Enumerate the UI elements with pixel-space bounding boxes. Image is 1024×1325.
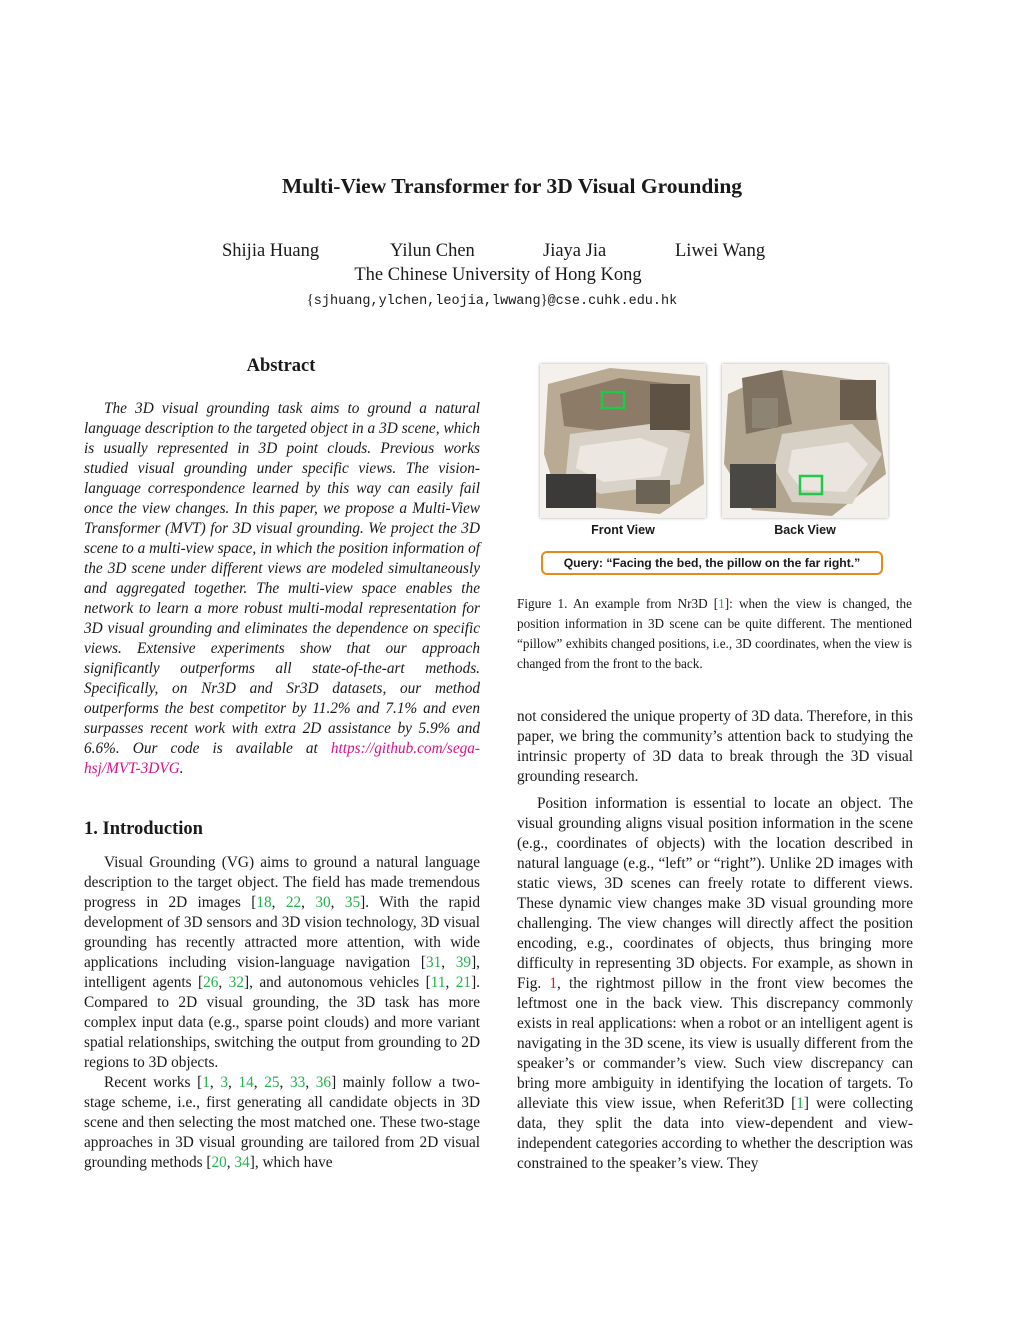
text: Recent works [ [104, 1074, 203, 1091]
text: , [279, 1074, 291, 1091]
figure-1-caption [517, 594, 912, 674]
figure-reference-link[interactable]: 1 [549, 975, 558, 992]
text: , [253, 1074, 265, 1091]
citation-link[interactable]: 22 [285, 894, 302, 911]
text: ]. Compared to 2D visual grounding, the 3D task has more complex input data (e.g., sparse point clouds) and more variant spatial relationships, switching the output from grounding to 2D regions to 3D objects. [84, 974, 480, 1071]
author-list [222, 241, 782, 263]
affiliation: The Chinese University of Hong Kong [354, 265, 642, 285]
author-name: Shijia Huang [222, 241, 320, 261]
author-name: Yilun Chen [390, 241, 475, 261]
citation-link[interactable]: 26 [203, 974, 219, 991]
paragraph-text: ] were collecting data, they split the data into view-dependent and view-independent categories according to whether the description was constrained to the speaker’s view. They [517, 1095, 913, 1172]
citation-link[interactable]: 11 [430, 974, 446, 991]
paragraph-text: Position information is essential to locate an object. The visual grounding aligns visual position information in the scene (e.g., coordinates of objects) with the location described in natural language (e.g., “left” or “right”). Unlike 2D images with static views, 3D scenes can freely rotate to different views. These dynamic view changes make 3D visual grounding more challenging. The view changes will directly affect the position encoding, e.g., coordinates of objects, thus bringing more difficulty in representing 3D objects. For example, as shown in Fig. [517, 795, 913, 992]
text: ] mainly follow a two-stage scheme, i.e., first generating all candidate objects in 3D scene and then selecting the most matched one. These two-stage approaches in 3D visual grounding are tailored from 2D visual grounding methods [ [84, 1074, 480, 1171]
citation-link[interactable]: 31 [425, 954, 442, 971]
abstract-body [84, 399, 480, 779]
query-box: Query: “Facing the bed, the pillow on the far right.” [541, 551, 883, 575]
citation-link[interactable]: 32 [228, 974, 244, 991]
citation-link[interactable]: 20 [211, 1154, 227, 1171]
email-brace: { [306, 292, 314, 308]
author-name: Liwei Wang [675, 241, 766, 261]
citation-link[interactable]: 34 [234, 1154, 250, 1171]
back-view-image [722, 364, 888, 518]
intro-paragraph-2 [84, 1073, 480, 1173]
abstract-heading: Abstract [246, 356, 316, 376]
author-emails [0, 292, 984, 309]
intro-paragraph-1 [84, 853, 480, 1073]
text: Visual Grounding (VG) aims to ground a natural language description to the target object. The field has made tremendous progress in 2D images [ [84, 854, 480, 911]
text: , [271, 894, 286, 911]
email-users: sjhuang,ylchen,leojia,lwwang [313, 294, 541, 309]
citation-link[interactable]: 1 [796, 1095, 804, 1112]
citation-link[interactable]: 33 [290, 1074, 306, 1091]
citation-link[interactable]: 25 [264, 1074, 280, 1091]
abstract-end: . [179, 760, 184, 777]
text: , [209, 1074, 221, 1091]
caption-text: Figure 1. An example from Nr3D [ [517, 596, 719, 611]
text: , [301, 894, 316, 911]
author-name: Jiaya Jia [543, 241, 607, 261]
text: ], which have [249, 1154, 333, 1171]
text: , [218, 974, 229, 991]
citation-link[interactable]: 30 [315, 894, 331, 911]
citation-link[interactable]: 18 [256, 894, 272, 911]
code-link[interactable]: https://github.com/sega-hsj/MVT-3DVG [84, 740, 481, 777]
right-column-paragraph-1 [517, 707, 913, 787]
right-column-paragraph-2 [517, 794, 913, 1174]
text: ], and autonomous vehicles [ [243, 974, 431, 991]
paragraph-text: not considered the unique property of 3D data. Therefore, in this paper, we bring the community’s attention back to studying the intrinsic property of 3D data to break through the 3D visual grounding research. [517, 708, 913, 785]
email-domain: @cse.cuhk.edu.hk [547, 294, 678, 309]
text: , [330, 894, 345, 911]
citation-link[interactable]: 35 [344, 894, 361, 911]
text: , [226, 1154, 235, 1171]
citation-link[interactable]: 1 [718, 596, 725, 611]
citation-link[interactable]: 1 [202, 1074, 210, 1091]
caption-text: ]: when the view is changed, the position information in 3D scene can be quite different. The mentioned “pillow” exhibits changed positions, i.e., 3D coordinates, when the view is changed from the front to the back. [517, 596, 912, 671]
text: , [441, 954, 456, 971]
text: , [228, 1074, 239, 1091]
text: , [305, 1074, 316, 1091]
front-view-label: Front View [591, 523, 655, 537]
introduction-body [84, 853, 480, 1173]
section-heading-introduction: 1. Introduction [84, 819, 203, 839]
citation-link[interactable]: 3 [220, 1074, 229, 1091]
paragraph-text: , the rightmost pillow in the front view becomes the leftmost one in the back view. This discrepancy commonly exists in real applications: when a robot or an intelligent agent is navigating in the 3D scene, its view is usually different from the speaker’s or commander’s view. Such view discrepancy can bring more ambiguity in identifying the location of targets. To alleviate this view issue, when Referit3D [ [517, 975, 913, 1112]
citation-link[interactable]: 21 [455, 974, 472, 991]
email-brace: } [540, 292, 548, 308]
text: ]. With the rapid development of 3D sensors and 3D vision technology, 3D visual grounding has recently attracted more attention, with wide applications including vision-language navigation [ [84, 894, 480, 971]
scene-render [540, 364, 706, 518]
scene-render [722, 364, 888, 518]
citation-link[interactable]: 14 [238, 1074, 254, 1091]
abstract-text: The 3D visual grounding task aims to ground a natural language description to the targeted object in a 3D scene, which is usually represented in 3D point clouds. Previous works studied visual grounding under specific views. The vision-language correspondence learned by this way can easily fail once the view changes. In this paper, we propose a Multi-View Transformer (MVT) for 3D visual grounding. We project the 3D scene to a multi-view space, in which the position information of the 3D scene under different views are modeled simultaneously and aggregated together. The multi-view space enables the network to learn a more robust multi-modal representation for 3D visual grounding and eliminates the dependence on specific views. Extensive experiments show that our approach significantly outperforms all state-of-the-art methods. Specifically, on Nr3D and Sr3D datasets, our method outperforms the best competitor by 11.2% and 7.1% and even surpasses recent work with extra 2D assistance by 5.9% and 6.6%. Our code is available at [84, 400, 480, 757]
text: , [445, 974, 456, 991]
back-view-label: Back View [774, 523, 836, 537]
paper-title: Multi-View Transformer for 3D Visual Grounding [281, 174, 743, 198]
citation-link[interactable]: 36 [315, 1074, 332, 1091]
front-view-image [540, 364, 706, 518]
figure-1 [537, 364, 889, 584]
text: ], intelligent agents [ [84, 954, 480, 991]
citation-link[interactable]: 39 [455, 954, 472, 971]
